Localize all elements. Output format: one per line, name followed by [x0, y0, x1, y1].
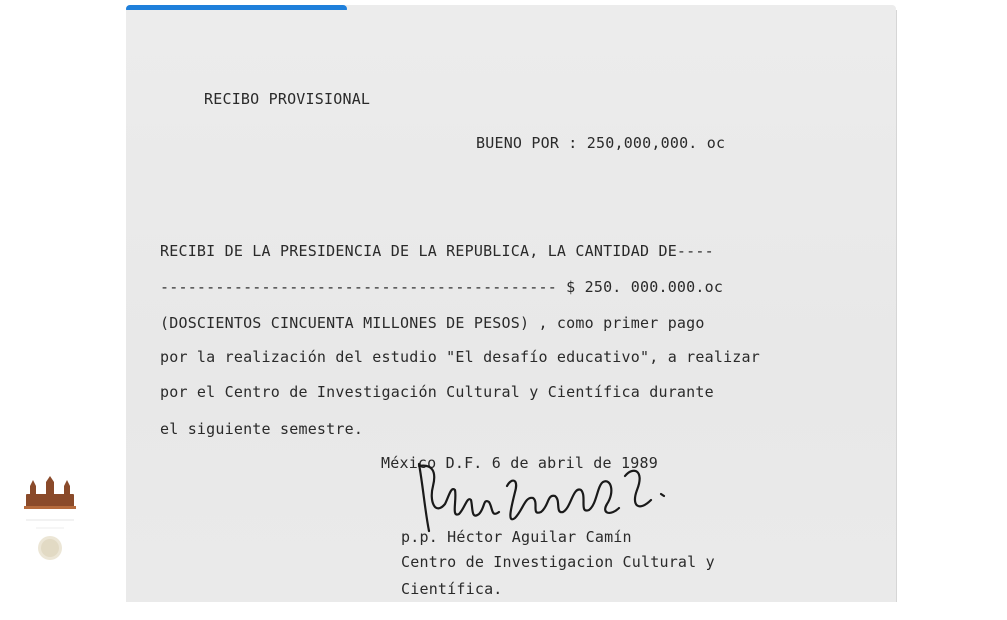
body-line: por el Centro de Investigación Cultural y Científica durante	[160, 383, 714, 401]
organization-line: Centro de Investigacion Cultural y	[401, 553, 715, 571]
body-line: por la realización del estudio "El desafío educativo", a realizar	[160, 348, 760, 366]
signatory-name: p.p. Héctor Aguilar Camín	[401, 528, 632, 546]
document-title: RECIBO PROVISIONAL	[204, 90, 371, 108]
body-line: ------------------------------------------- $ 250. 000.000.oc	[160, 278, 724, 296]
date-line: México D.F. 6 de abril de 1989	[381, 454, 658, 472]
receipt-document	[126, 10, 896, 602]
amount-line: BUENO POR : 250,000,000. oc	[476, 134, 726, 152]
organization-line: Científica.	[401, 580, 503, 598]
cathedral-logo-icon	[18, 476, 82, 566]
body-line: (DOSCIENTOS CINCUENTA MILLONES DE PESOS) , como primer pago	[160, 314, 705, 332]
handwritten-signature	[411, 456, 671, 536]
body-line: RECIBI DE LA PRESIDENCIA DE LA REPUBLICA, LA CANTIDAD DE----	[160, 242, 714, 260]
body-line: el siguiente semestre.	[160, 420, 364, 438]
